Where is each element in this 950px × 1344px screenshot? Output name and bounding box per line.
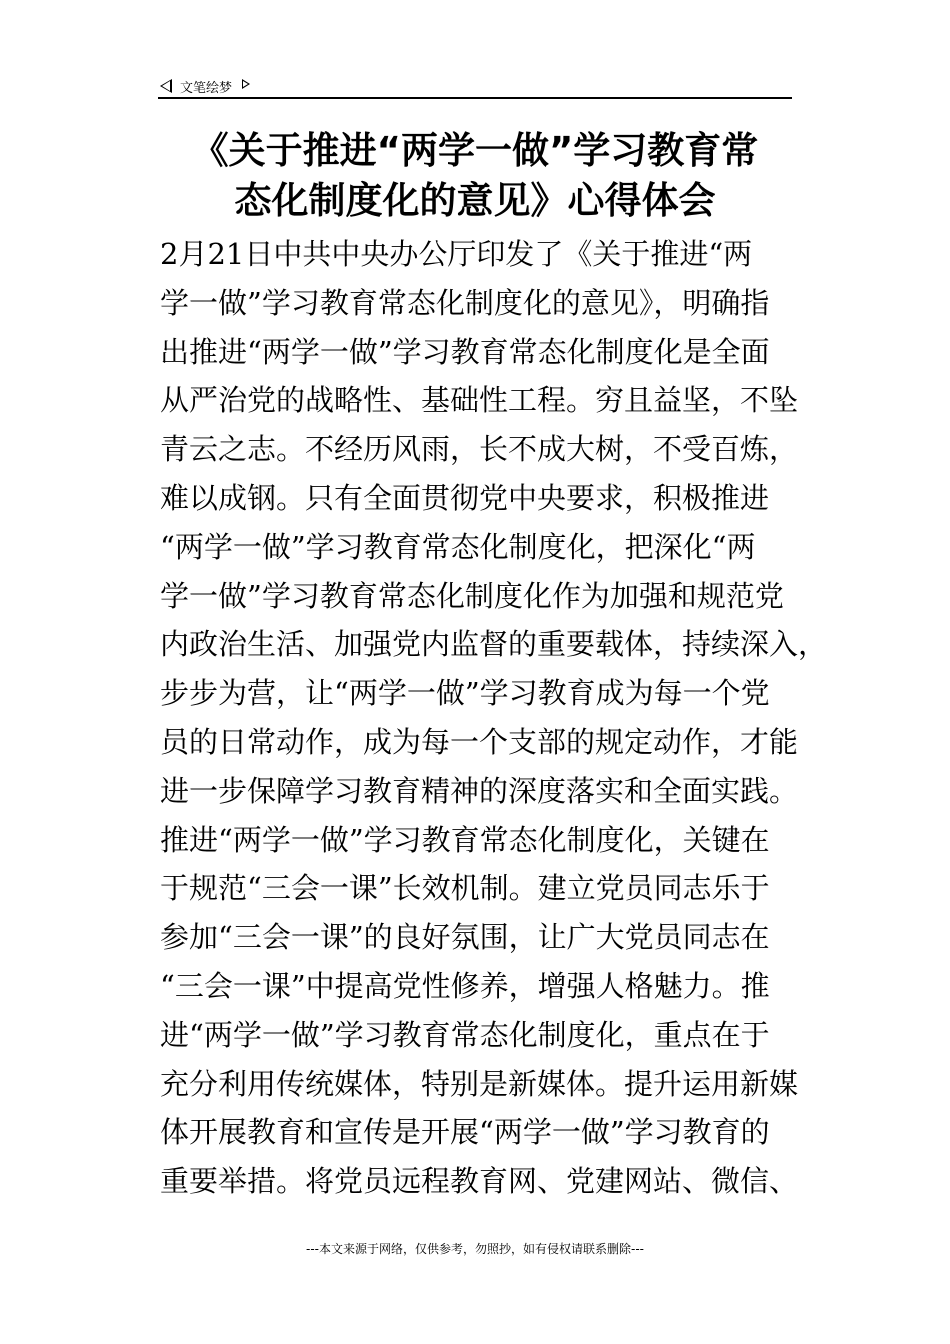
body-line: 参加“三会一课”的良好氛围，让广大党员同志在: [160, 920, 770, 955]
title-line-1: 《关于推进“两学一做”学习教育常: [191, 129, 759, 172]
body-line: 步步为营，让“两学一做”学习教育成为每一个党: [160, 676, 770, 711]
body-line: 进“两学一做”学习教育常态化制度化，重点在于: [160, 1017, 770, 1052]
body-line: 员的日常动作，成为每一个支部的规定动作，才能: [160, 724, 799, 759]
body-line: 从严治党的战略性、基础性工程。穷且益坚，不坠: [160, 383, 799, 418]
body-line: 体开展教育和宣传是开展“两学一做”学习教育的: [160, 1115, 770, 1150]
header-rule: [158, 97, 792, 99]
body-line: 进一步保障学习教育精神的深度落实和全面实践。: [160, 773, 799, 808]
body-line: 2月21日中共中央办公厅印发了《关于推进“两: [160, 237, 753, 271]
body-line: 出推进“两学一做”学习教育常态化制度化是全面: [160, 334, 770, 369]
triangle-left-icon: [160, 79, 172, 93]
body-line: 充分利用传统媒体，特别是新媒体。提升运用新媒: [160, 1066, 799, 1101]
body-line: 内政治生活、加强党内监督的重要载体，持续深入，: [160, 627, 828, 662]
header-label: 文笔绘梦: [180, 80, 233, 96]
body-line: 学一做”学习教育常态化制度化的意见》，明确指: [160, 285, 770, 320]
body-line: “三会一课”中提高党性修养，增强人格魅力。推: [160, 968, 770, 1003]
body-line: 难以成钢。只有全面贯彻党中央要求，积极推进: [160, 480, 770, 515]
body-line: 学一做”学习教育常态化制度化作为加强和规范党: [160, 578, 784, 613]
body-line: 青云之志。不经历风雨，长不成大树，不受百炼，: [160, 432, 799, 467]
body-line: “两学一做”学习教育常态化制度化，把深化“两: [160, 529, 756, 564]
document-body: [160, 230, 828, 1206]
triangle-right-icon: [242, 79, 250, 89]
footer-disclaimer: ---本文来源于网络，仅供参考，勿照抄，如有侵权请联系删除---: [306, 1242, 644, 1256]
body-line: 于规范“三会一课”长效机制。建立党员同志乐于: [160, 871, 770, 906]
body-line: 重要举措。将党员远程教育网、党建网站、微信、: [160, 1164, 799, 1199]
body-line: 推进“两学一做”学习教育常态化制度化，关键在: [160, 822, 770, 857]
title-line-2: 态化制度化的意见》心得体会: [234, 179, 716, 222]
document-title: [150, 126, 800, 226]
document-header: [160, 74, 250, 98]
